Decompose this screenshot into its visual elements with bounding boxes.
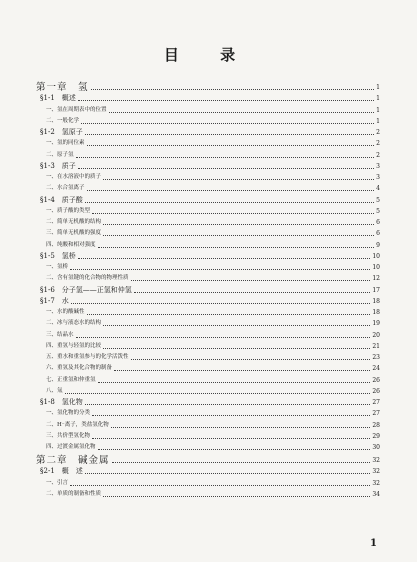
toc-item-entry <box>36 374 380 385</box>
toc-item-entry <box>36 431 380 442</box>
toc-entry-label: 二、H⁻离子，类盐氢化物 <box>46 421 109 428</box>
dot-leader <box>70 485 370 486</box>
toc-entry-page: 23 <box>372 354 380 361</box>
toc-entry-label: 四、纯酸和相对强度 <box>46 241 96 248</box>
toc-section-entry <box>36 194 380 205</box>
toc-entry-page: 19 <box>372 320 380 328</box>
toc-item-entry <box>36 477 380 488</box>
toc-entry-page: 2 <box>376 151 380 159</box>
toc-item-entry <box>36 206 380 217</box>
dot-leader <box>98 449 371 450</box>
dot-leader <box>131 359 371 360</box>
toc-item-entry <box>36 386 380 397</box>
toc-entry-page: 32 <box>372 479 380 487</box>
dot-leader <box>98 382 371 383</box>
toc-entry-page: 32 <box>372 457 380 464</box>
dot-leader <box>76 337 371 338</box>
toc-entry-label: 二、原子氢 <box>46 151 74 158</box>
dot-leader <box>78 168 374 169</box>
dot-leader <box>65 393 371 394</box>
toc-entry-page: 4 <box>376 185 380 193</box>
toc-entry-label: 八、氚 <box>46 387 63 394</box>
dot-leader <box>111 427 371 428</box>
toc-entry-page: 30 <box>372 444 380 451</box>
toc-entry-label: §1-7 水 <box>40 296 69 305</box>
toc-item-entry <box>36 352 380 363</box>
toc-entry-page: 1 <box>376 95 380 103</box>
toc-section-entry <box>36 466 380 477</box>
toc-entry-label: 四、重氢与轻氢的比较 <box>46 342 102 349</box>
toc-chapter-entry <box>36 453 380 466</box>
toc-entry-page: 27 <box>372 410 380 418</box>
dot-leader <box>87 145 375 146</box>
dot-leader <box>85 404 371 405</box>
toc-item-entry <box>36 307 380 318</box>
toc-entry-page: 32 <box>372 468 380 476</box>
toc-entry-label: 七、正重氢和仲重氢 <box>46 376 96 383</box>
toc-entry-label: 三、简单无机酸的强度 <box>46 230 102 237</box>
toc-entry-label: 二、水合氢离子 <box>46 185 85 192</box>
toc-entry-label: §1-1 概述 <box>40 94 76 103</box>
dot-leader <box>112 462 371 463</box>
toc-item-entry <box>36 138 380 149</box>
toc-section-entry <box>36 251 380 262</box>
dot-leader <box>109 112 375 113</box>
dot-leader <box>87 190 375 191</box>
toc-item-entry <box>36 149 380 160</box>
toc-entry-page: 6 <box>376 230 380 238</box>
toc-entry-label: §1-2 氢原子 <box>40 128 83 136</box>
toc-entry-page: 6 <box>376 219 380 226</box>
toc-entry-page: 2 <box>376 140 380 148</box>
toc-entry-page: 3 <box>376 162 380 170</box>
toc-item-entry <box>36 442 380 453</box>
toc-entry-label: 三、结晶水 <box>46 331 74 338</box>
toc-item-entry <box>36 318 380 329</box>
toc-item-entry <box>36 104 380 115</box>
toc-entry-page: 10 <box>372 264 380 271</box>
toc-entry-label: 第二章 碱金属 <box>36 455 110 466</box>
toc-entry-page: 2 <box>376 129 380 136</box>
dot-leader <box>91 89 375 90</box>
toc-entry-page: 9 <box>376 241 380 249</box>
dot-leader <box>87 314 371 315</box>
toc-entry-page: 18 <box>372 309 380 316</box>
toc-item-entry <box>36 172 380 183</box>
toc-item-entry <box>36 489 380 500</box>
dot-leader <box>134 292 371 293</box>
toc-entry-page: 5 <box>376 196 380 204</box>
toc-entry-page: 28 <box>372 421 380 429</box>
toc-item-entry <box>36 228 380 239</box>
toc-entry-page: 1 <box>376 117 380 125</box>
toc-entry-label: 二、简单无机酸的结构 <box>46 219 102 225</box>
dot-leader <box>103 348 370 349</box>
toc-entry-label: §1-4 质子酸 <box>40 195 83 204</box>
toc-entry-page: 12 <box>372 275 380 283</box>
toc-entry-page: 34 <box>372 490 380 498</box>
toc-entry-page: 26 <box>372 387 380 395</box>
toc-entry-page: 5 <box>376 207 380 215</box>
toc-entry-label: 二、含有氢键的化合物的物理性质 <box>46 275 129 282</box>
toc-entry-label: 三、共价型氢化物 <box>46 432 91 439</box>
dot-leader <box>92 213 374 214</box>
toc-section-entry <box>36 127 380 138</box>
toc-item-entry <box>36 419 380 430</box>
toc-entry-label: 一、在水溶液中的质子 <box>46 174 102 180</box>
dot-leader <box>92 438 370 439</box>
toc-entry-page: 26 <box>372 376 380 384</box>
toc-entry-page: 10 <box>372 252 380 260</box>
toc-entry-label: 二、一般化学 <box>46 117 80 124</box>
dot-leader <box>92 415 370 416</box>
dot-leader <box>78 258 371 259</box>
page-number: 1 <box>370 538 377 549</box>
dot-leader <box>71 303 371 304</box>
toc-item-entry <box>36 239 380 250</box>
dot-leader <box>103 325 370 326</box>
dot-leader <box>85 134 374 135</box>
toc-entry-label: 一、氢化物的分类 <box>46 410 91 417</box>
page-title: 目 录 <box>163 46 254 64</box>
toc-entry-page: 20 <box>372 331 380 339</box>
toc-entry-page: 24 <box>372 365 380 373</box>
dot-leader <box>114 370 370 371</box>
dot-leader <box>103 496 370 497</box>
toc-entry-label: 二、单质的制备和性质 <box>46 490 102 497</box>
toc-entry-label: 第一章 氢 <box>36 82 89 93</box>
toc-entry-page: 18 <box>372 297 380 305</box>
toc-section-entry <box>36 93 380 104</box>
toc-entry-label: 一、引言 <box>46 479 69 486</box>
toc-section-entry <box>36 397 380 408</box>
toc-entry-label: 二、冰与液态水的结构 <box>46 320 102 327</box>
dot-leader <box>85 202 374 203</box>
toc-entry-label: 四、过渡金属氢化物 <box>46 444 96 450</box>
toc-chapter-entry <box>36 80 380 93</box>
toc-item-entry <box>36 273 380 284</box>
toc-entry-label: 五、重水和重氢参与的化学活泼性 <box>46 354 129 360</box>
dot-leader <box>103 179 374 180</box>
toc-item-entry <box>36 262 380 273</box>
toc-item-entry <box>36 217 380 228</box>
toc-item-entry <box>36 183 380 194</box>
toc-entry-label: §1-8 氢化物 <box>40 398 83 406</box>
toc-item-entry <box>36 408 380 419</box>
dot-leader <box>81 123 374 124</box>
dot-leader <box>76 157 375 158</box>
dot-leader <box>70 269 370 270</box>
dot-leader <box>103 235 374 236</box>
dot-leader <box>85 473 371 474</box>
toc-entry-label: §2-1 概 述 <box>40 467 83 476</box>
toc-entry-page: 1 <box>376 106 380 114</box>
toc-section-entry <box>36 296 380 307</box>
dot-leader <box>131 280 371 281</box>
toc-entry-label: 六、重氢及其化合物的制备 <box>46 365 113 372</box>
toc-section-entry <box>36 161 380 172</box>
toc-entry-label: §1-5 氢桥 <box>40 251 76 260</box>
toc-entry-label: 一、氢在周期表中的位置 <box>46 106 107 113</box>
toc-item-entry <box>36 116 380 127</box>
toc-entry-label: 一、氢的同位素 <box>46 140 85 147</box>
dot-leader <box>103 224 374 225</box>
toc-item-entry <box>36 329 380 340</box>
toc-entry-label: 一、氢桥 <box>46 264 69 270</box>
dot-leader <box>98 247 375 248</box>
toc-section-entry <box>36 284 380 295</box>
dot-leader <box>78 100 374 101</box>
toc-entry-page: 3 <box>376 174 380 181</box>
toc-entry-page: 29 <box>372 432 380 440</box>
toc-entry-label: 一、水的酸碱性 <box>46 309 85 315</box>
toc-entry-label: §1-3 质子 <box>40 161 76 170</box>
toc-entry-label: 一、质子酸的类型 <box>46 207 91 214</box>
toc-entry-page: 21 <box>372 342 380 350</box>
toc-entry-label: §1-6 分子氢——正氢和仲氢 <box>40 285 132 294</box>
toc-item-entry <box>36 363 380 374</box>
toc-item-entry <box>36 341 380 352</box>
toc-entry-page: 17 <box>372 286 380 294</box>
table-of-contents <box>36 80 380 500</box>
toc-entry-page: 27 <box>372 399 380 406</box>
toc-entry-page: 1 <box>376 84 380 91</box>
